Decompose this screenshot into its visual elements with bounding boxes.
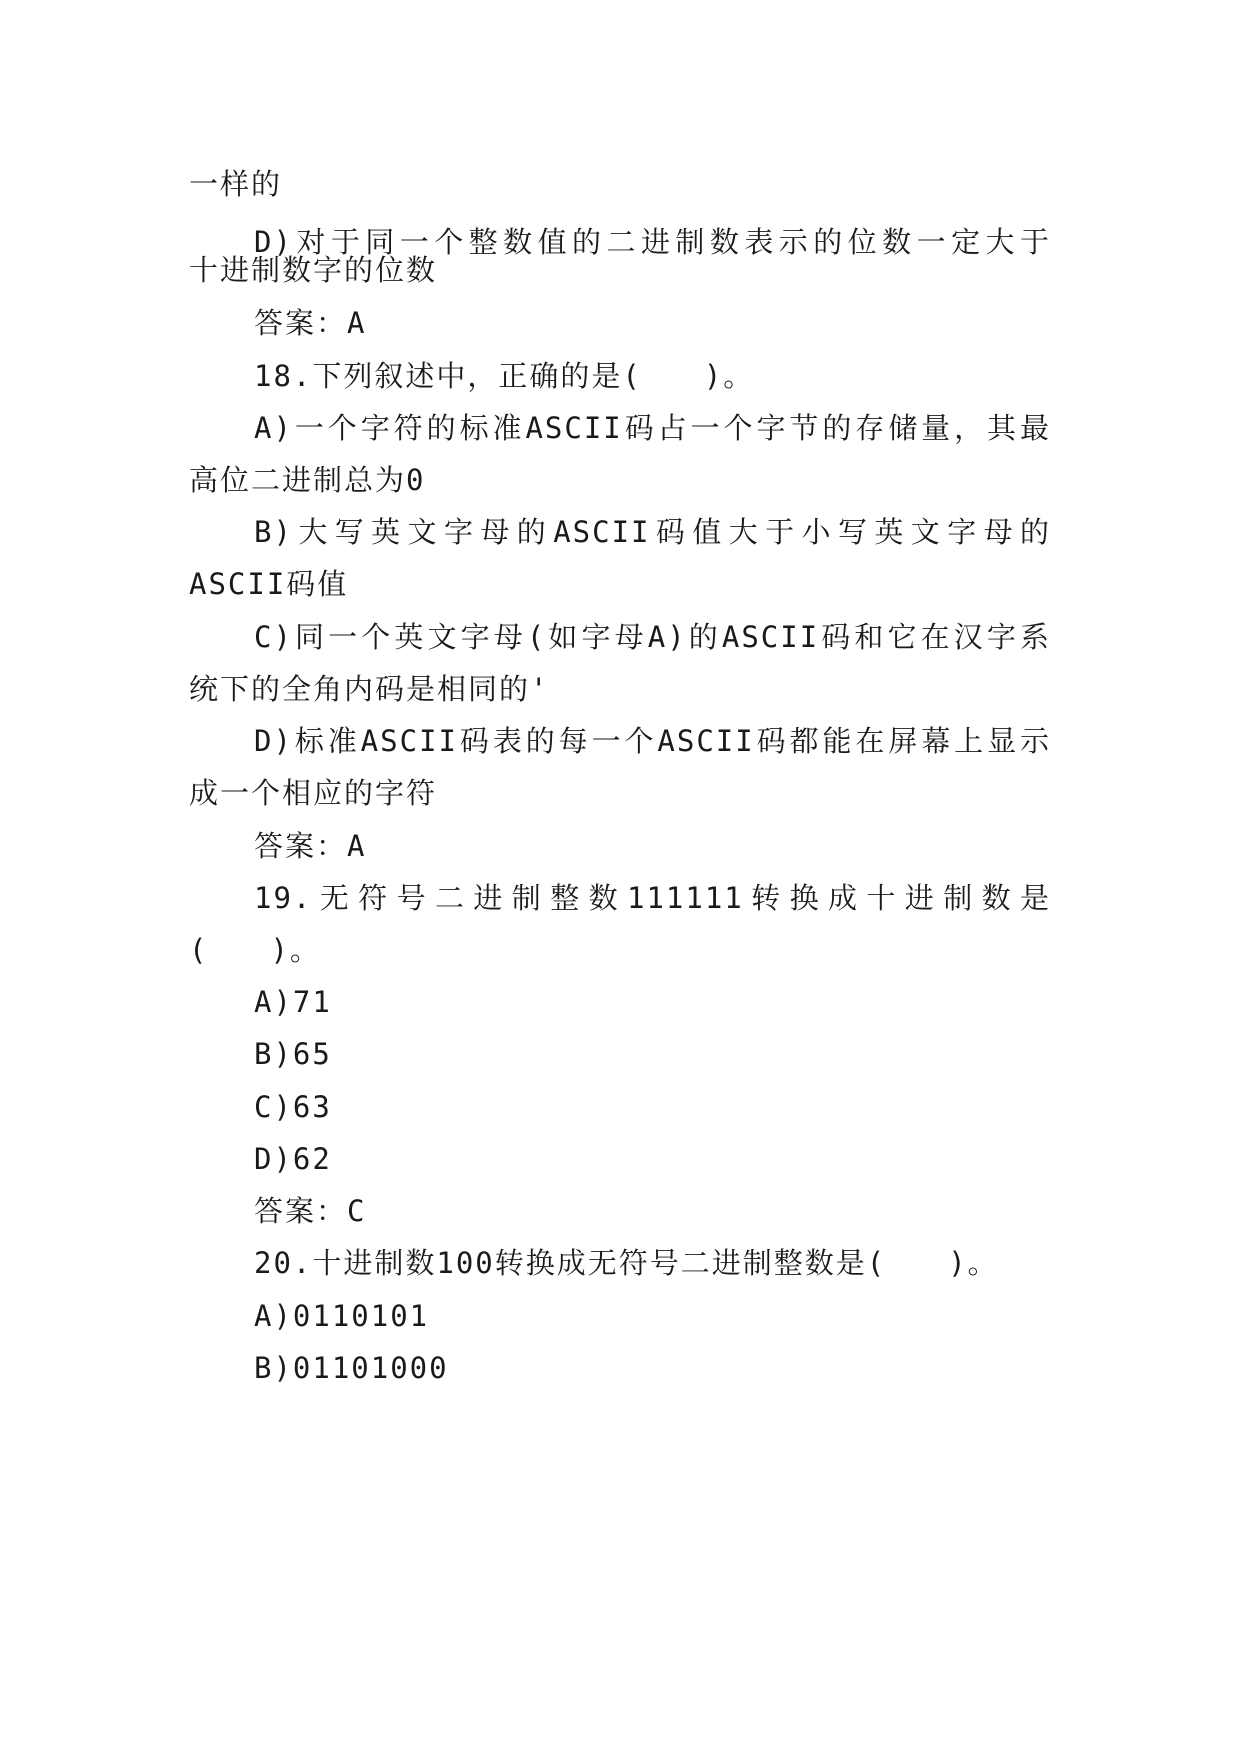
question-18: 18.下列叙述中，正确的是( )。	[254, 359, 755, 393]
text-line: 一样的	[189, 167, 283, 201]
option-c-line: C)63	[254, 1090, 332, 1124]
text-line: 高位二进制总为0	[189, 463, 426, 497]
text-line: 统下的全角内码是相同的'	[189, 672, 550, 706]
question-20: 20.十进制数100转换成无符号二进制整数是( )。	[254, 1246, 999, 1280]
option-b-line: B)65	[254, 1037, 332, 1071]
text-line: 成一个相应的字符	[189, 776, 438, 810]
text-line: 十进制数字的位数	[189, 253, 438, 287]
option-a-line: A)0110101	[254, 1299, 430, 1333]
answer-line: 答案：A	[254, 306, 367, 340]
text-line: ASCII码值	[189, 567, 349, 601]
option-b-line: B)大写英文字母的ASCII码值大于小写英文字母的	[254, 515, 1051, 549]
text-line: ( )。	[189, 933, 321, 967]
option-c-line: C)同一个英文字母(如字母A)的ASCII码和它在汉字系	[254, 620, 1051, 654]
question-19: 19.无符号二进制整数111111转换成十进制数是	[254, 881, 1051, 915]
option-d-line: D)标准ASCII码表的每一个ASCII码都能在屏幕上显示	[254, 724, 1051, 758]
option-d-line: D)对于同一个整数值的二进制数表示的位数一定大于	[254, 225, 1051, 259]
answer-line: 答案：C	[254, 1194, 367, 1228]
option-d-line: D)62	[254, 1142, 332, 1176]
answer-line: 答案：A	[254, 829, 367, 863]
option-a-line: A)一个字符的标准ASCII码占一个字节的存储量，其最	[254, 411, 1051, 445]
option-b-line: B)01101000	[254, 1351, 449, 1385]
option-a-line: A)71	[254, 985, 332, 1019]
